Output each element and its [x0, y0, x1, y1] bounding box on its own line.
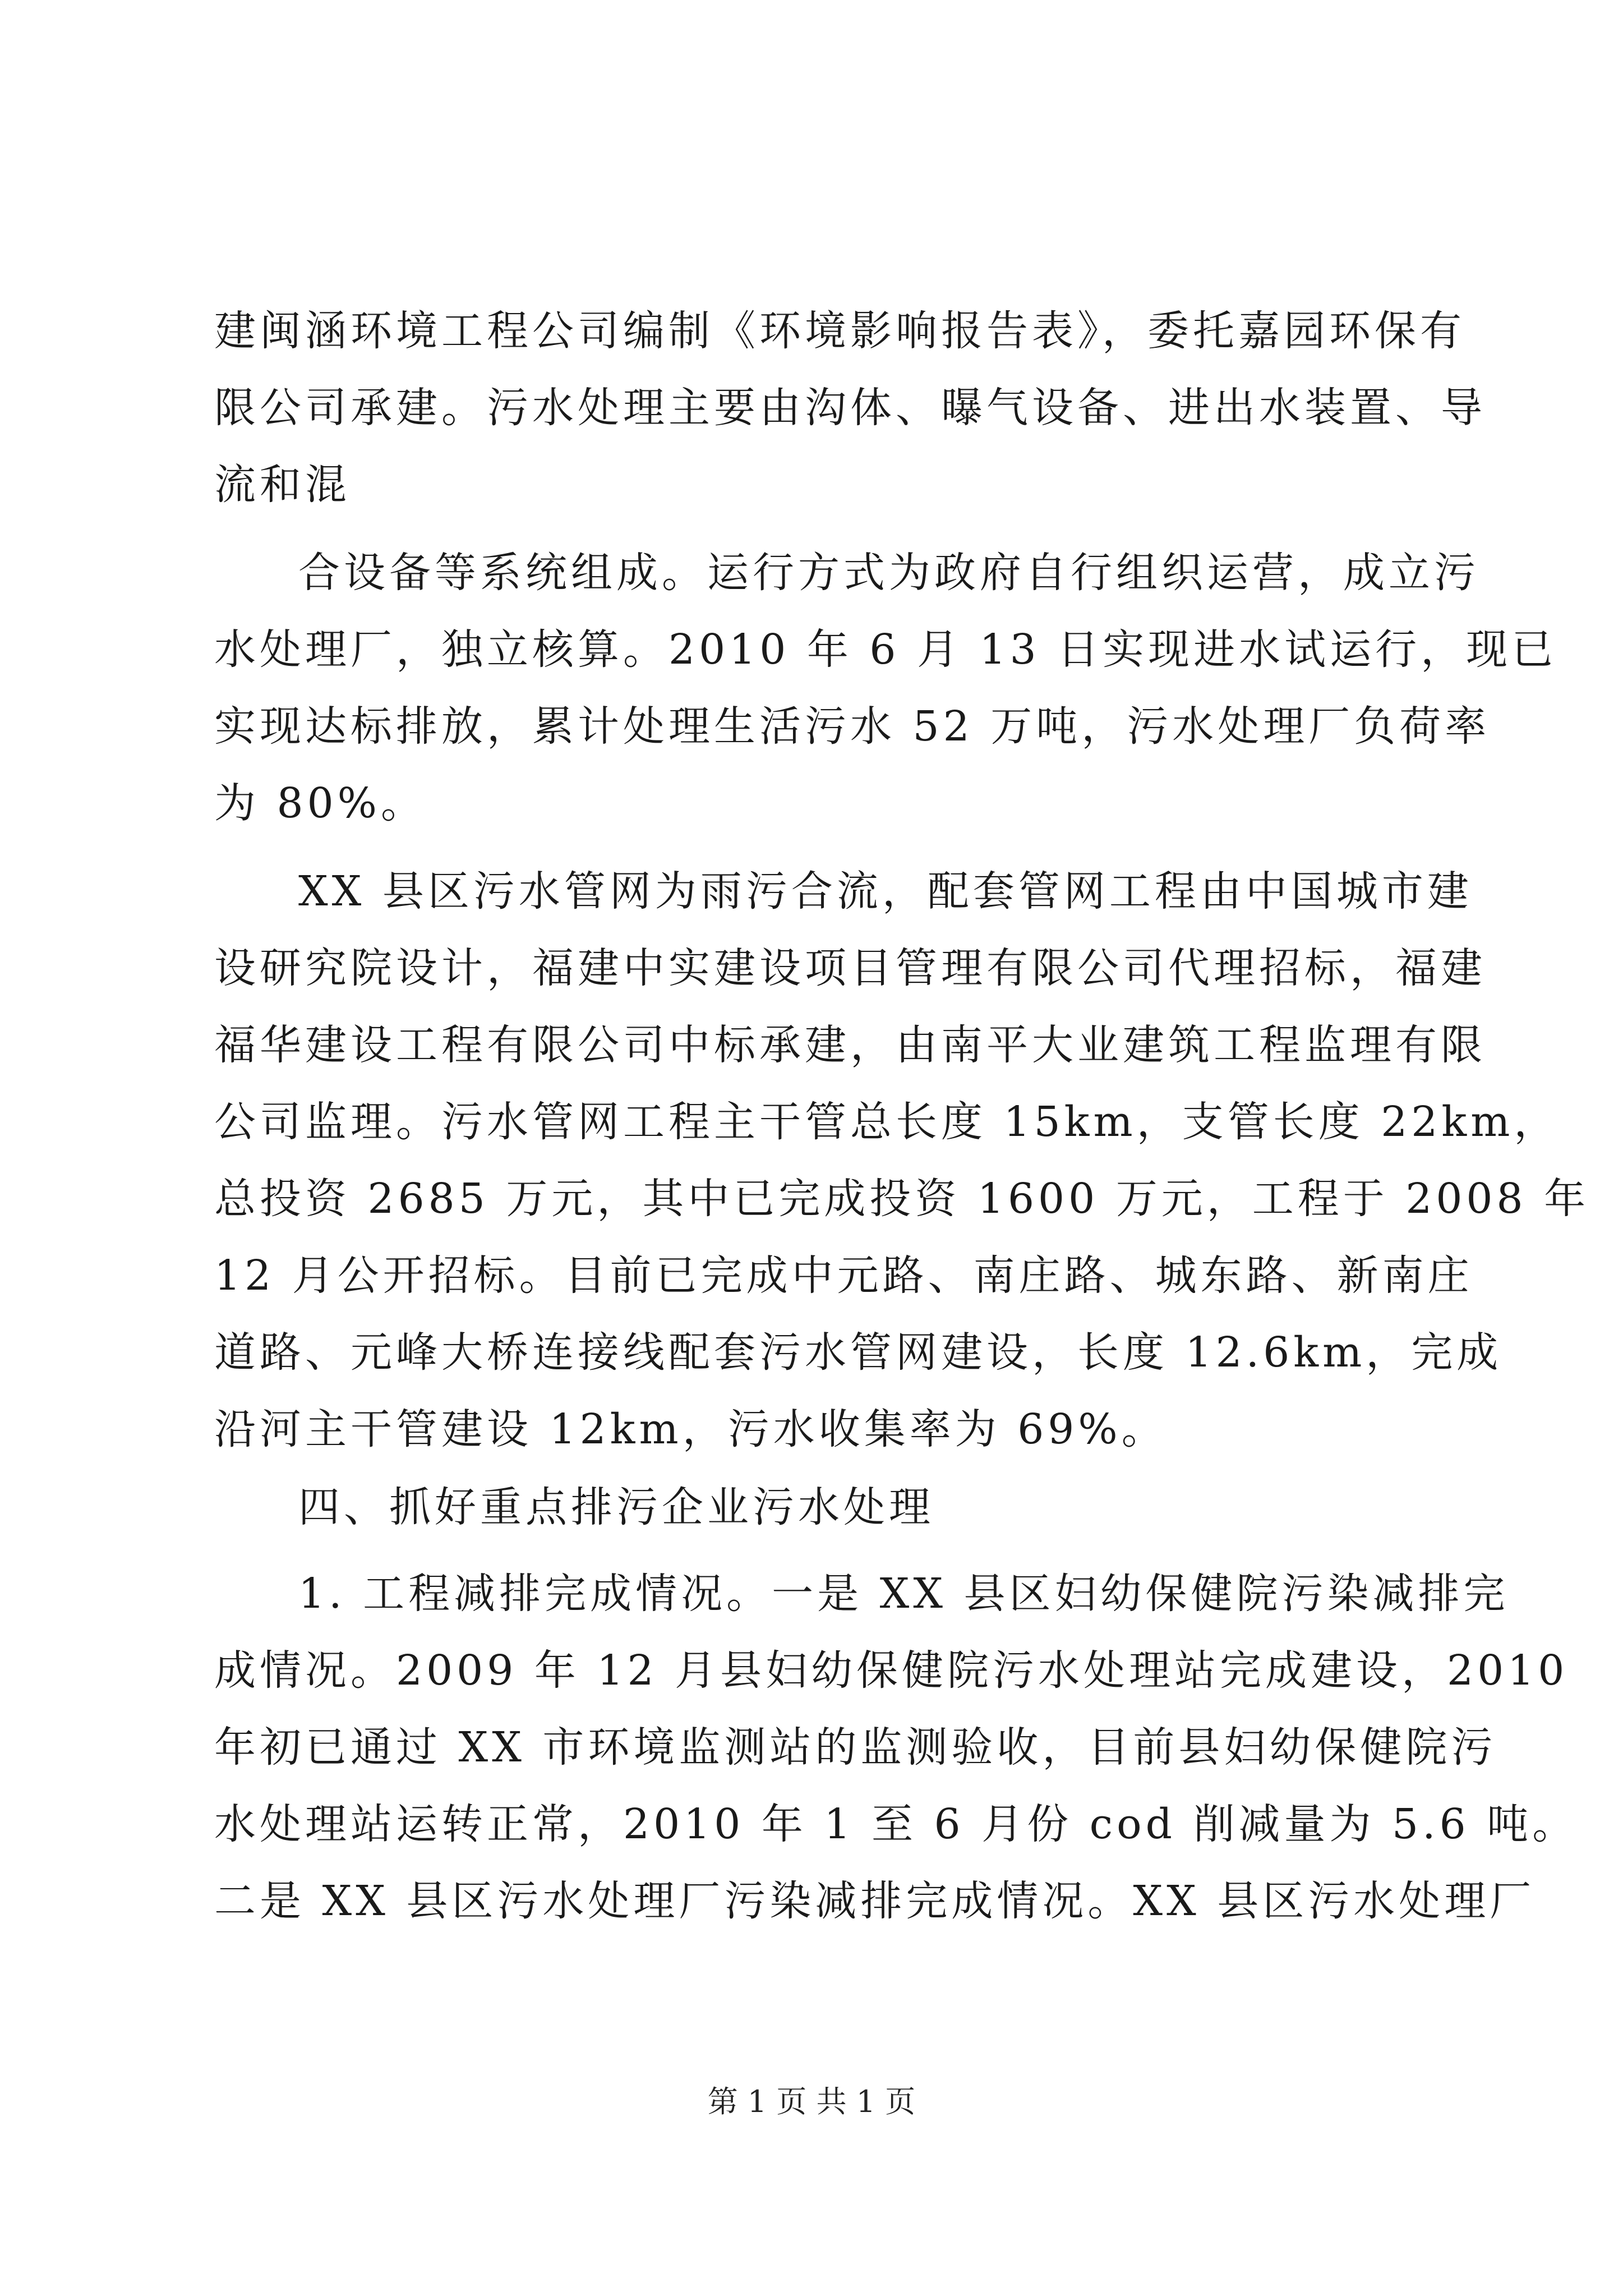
text-line: 实现达标排放，累计处理生活污水 52 万吨，污水处理厂负荷率	[214, 702, 1491, 751]
section-heading: 四、抓好重点排污企业污水处理	[298, 1483, 934, 1531]
text-line: 水处理站运转正常，2010 年 1 至 6 月份 cod 削减量为 5.6 吨。	[214, 1800, 1578, 1848]
paragraph-start-line: 1. 工程减排完成情况。一是 XX 县区妇幼保健院污染减排完	[298, 1570, 1509, 1618]
text-line: 设研究院设计，福建中实建设项目管理有限公司代理招标，福建	[214, 944, 1486, 992]
paragraph-start-line: XX 县区污水管网为雨污合流，配套管网工程由中国城市建	[298, 867, 1473, 915]
text-line: 沿河主干管建设 12km，污水收集率为 69%。	[214, 1405, 1167, 1453]
page-number-footer: 第 1 页 共 1 页	[707, 2084, 916, 2119]
text-line: 道路、元峰大桥连接线配套污水管网建设，长度 12.6km，完成	[214, 1328, 1502, 1377]
text-line: 12 月公开招标。目前已完成中元路、南庄路、城东路、新南庄	[214, 1251, 1473, 1300]
text-line: 限公司承建。污水处理主要由沟体、曝气设备、进出水装置、导	[214, 384, 1486, 432]
text-line: 公司监理。污水管网工程主干管总长度 15km，支管长度 22km，	[214, 1098, 1560, 1146]
text-line: 为 80%。	[214, 779, 426, 827]
text-line: 成情况。2009 年 12 月县妇幼保健院污水处理站完成建设，2010	[214, 1646, 1569, 1695]
text-line: 建闽涵环境工程公司编制《环境影响报告表》，委托嘉园环保有	[214, 307, 1465, 355]
text-line: 总投资 2685 万元，其中已完成投资 1600 万元，工程于 2008 年	[214, 1175, 1590, 1223]
paragraph-start-line: 合设备等系统组成。运行方式为政府自行组织运营，成立污	[298, 549, 1479, 597]
text-line: 福华建设工程有限公司中标承建，由南平大业建筑工程监理有限	[214, 1021, 1486, 1069]
text-line: 水处理厂，独立核算。2010 年 6 月 13 日实现进水试运行，现已	[214, 625, 1557, 674]
text-line: 年初已通过 XX 市环境监测站的监测验收，目前县妇幼保健院污	[214, 1723, 1497, 1772]
text-line: 流和混	[214, 461, 351, 509]
text-line: 二是 XX 县区污水处理厂污染减排完成情况。XX 县区污水处理厂	[214, 1877, 1536, 1925]
